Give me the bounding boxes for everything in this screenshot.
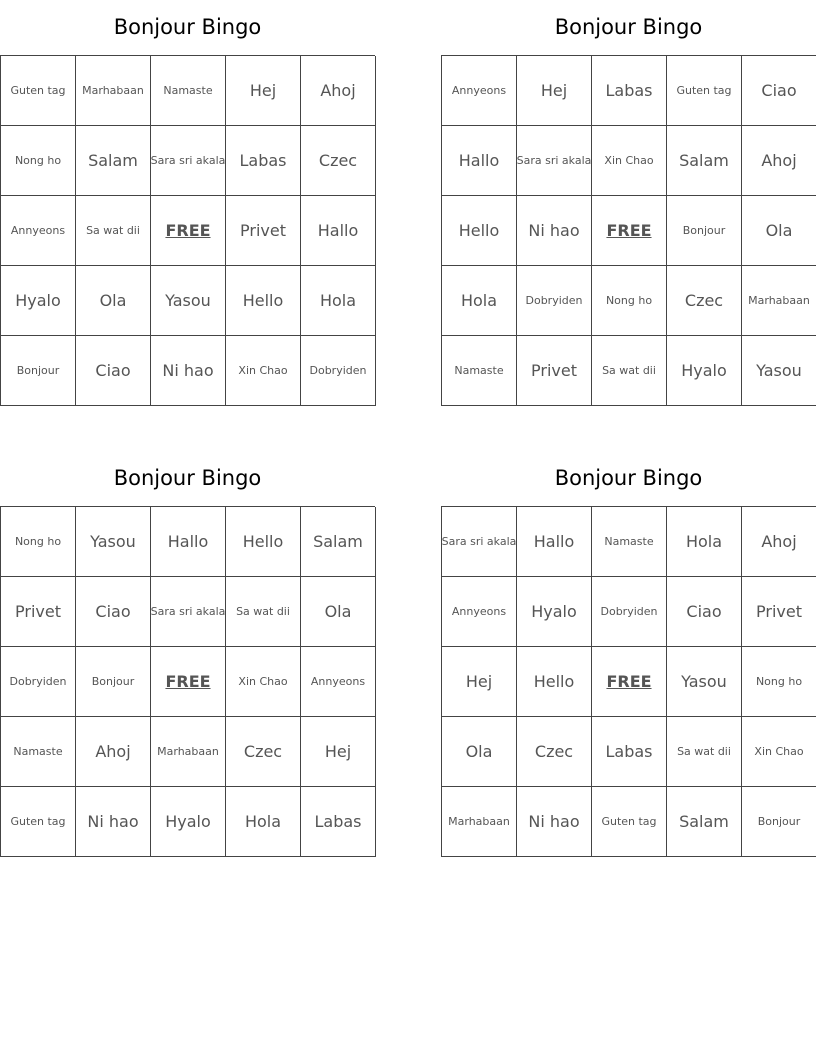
bingo-cell: Hyalo bbox=[1, 266, 76, 336]
bingo-cell: Sa wat dii bbox=[226, 577, 301, 647]
bingo-grid bbox=[441, 55, 816, 406]
bingo-cell: Nong ho bbox=[742, 647, 816, 717]
bingo-cell: Annyeons bbox=[1, 196, 76, 266]
bingo-cell: Xin Chao bbox=[742, 717, 816, 787]
bingo-cell: Dobryiden bbox=[301, 336, 376, 406]
bingo-cell: Hello bbox=[226, 507, 301, 577]
bingo-card-3 bbox=[0, 451, 375, 857]
bingo-cell: Xin Chao bbox=[226, 647, 301, 717]
bingo-cell: Salam bbox=[667, 126, 742, 196]
bingo-cell: Yasou bbox=[667, 647, 742, 717]
bingo-cell: Namaste bbox=[442, 336, 517, 406]
bingo-cell: Hyalo bbox=[667, 336, 742, 406]
bingo-cell: Salam bbox=[76, 126, 151, 196]
bingo-card-1 bbox=[0, 0, 375, 406]
bingo-cell: Guten tag bbox=[592, 787, 667, 857]
bingo-cell: Hej bbox=[517, 56, 592, 126]
bingo-cell: Nong ho bbox=[1, 126, 76, 196]
bingo-cell: Hola bbox=[667, 507, 742, 577]
bingo-cell: Annyeons bbox=[442, 56, 517, 126]
bingo-cell: Guten tag bbox=[667, 56, 742, 126]
bingo-cell: Ola bbox=[76, 266, 151, 336]
bingo-cell: Sara sri akala bbox=[151, 577, 226, 647]
bingo-cell: Bonjour bbox=[742, 787, 816, 857]
bingo-cell: Hello bbox=[517, 647, 592, 717]
bingo-cell: Hello bbox=[442, 196, 517, 266]
bingo-cell: Sara sri akala bbox=[442, 507, 517, 577]
bingo-cell: Ni hao bbox=[517, 787, 592, 857]
bingo-cell: Ni hao bbox=[517, 196, 592, 266]
bingo-cell: Hola bbox=[442, 266, 517, 336]
bingo-cell: Hej bbox=[226, 56, 301, 126]
bingo-cell: Sara sri akala bbox=[517, 126, 592, 196]
free-cell: FREE bbox=[151, 647, 226, 717]
bingo-cell: Hallo bbox=[442, 126, 517, 196]
free-cell: FREE bbox=[151, 196, 226, 266]
free-cell: FREE bbox=[592, 196, 667, 266]
bingo-cell: Ahoj bbox=[301, 56, 376, 126]
bingo-cell: Hyalo bbox=[517, 577, 592, 647]
bingo-grid bbox=[0, 55, 375, 406]
bingo-cell: Yasou bbox=[151, 266, 226, 336]
bingo-cell: Yasou bbox=[742, 336, 816, 406]
bingo-cell: Ciao bbox=[742, 56, 816, 126]
bingo-cell: Hallo bbox=[151, 507, 226, 577]
bingo-cell: Sara sri akala bbox=[151, 126, 226, 196]
bingo-cell: Hej bbox=[301, 717, 376, 787]
free-cell: FREE bbox=[592, 647, 667, 717]
card-title: Bonjour Bingo bbox=[113, 15, 262, 39]
bingo-grid bbox=[441, 506, 816, 857]
card-title: Bonjour Bingo bbox=[113, 466, 262, 490]
bingo-cell: Czec bbox=[667, 266, 742, 336]
bingo-cell: Privet bbox=[742, 577, 816, 647]
bingo-cell: Ola bbox=[301, 577, 376, 647]
bingo-cell: Bonjour bbox=[667, 196, 742, 266]
bingo-cell: Hola bbox=[226, 787, 301, 857]
bingo-cell: Annyeons bbox=[442, 577, 517, 647]
bingo-cell: Ni hao bbox=[151, 336, 226, 406]
bingo-cell: Privet bbox=[517, 336, 592, 406]
bingo-cell: Labas bbox=[226, 126, 301, 196]
bingo-cell: Ciao bbox=[667, 577, 742, 647]
bingo-cell: Ahoj bbox=[742, 507, 816, 577]
bingo-cell: Ahoj bbox=[76, 717, 151, 787]
card-title: Bonjour Bingo bbox=[554, 15, 703, 39]
bingo-cell: Czec bbox=[226, 717, 301, 787]
bingo-cell: Labas bbox=[592, 717, 667, 787]
bingo-cell: Guten tag bbox=[1, 56, 76, 126]
bingo-cell: Hej bbox=[442, 647, 517, 717]
card-title: Bonjour Bingo bbox=[554, 466, 703, 490]
bingo-cell: Privet bbox=[226, 196, 301, 266]
bingo-cell: Xin Chao bbox=[592, 126, 667, 196]
bingo-cell: Marhabaan bbox=[151, 717, 226, 787]
bingo-cell: Salam bbox=[667, 787, 742, 857]
bingo-cell: Ola bbox=[442, 717, 517, 787]
bingo-cell: Ahoj bbox=[742, 126, 816, 196]
bingo-cell: Namaste bbox=[592, 507, 667, 577]
bingo-card-4 bbox=[441, 451, 816, 857]
bingo-cell: Sa wat dii bbox=[76, 196, 151, 266]
bingo-cell: Nong ho bbox=[592, 266, 667, 336]
bingo-cell: Dobryiden bbox=[517, 266, 592, 336]
bingo-cell: Czec bbox=[301, 126, 376, 196]
bingo-cell: Annyeons bbox=[301, 647, 376, 717]
bingo-cell: Hello bbox=[226, 266, 301, 336]
bingo-cell: Marhabaan bbox=[742, 266, 816, 336]
bingo-cell: Ola bbox=[742, 196, 816, 266]
bingo-cell: Xin Chao bbox=[226, 336, 301, 406]
bingo-cell: Marhabaan bbox=[442, 787, 517, 857]
bingo-cell: Salam bbox=[301, 507, 376, 577]
bingo-cell: Ciao bbox=[76, 577, 151, 647]
bingo-cell: Ciao bbox=[76, 336, 151, 406]
bingo-cell: Hyalo bbox=[151, 787, 226, 857]
bingo-cell: Dobryiden bbox=[592, 577, 667, 647]
bingo-cell: Namaste bbox=[151, 56, 226, 126]
bingo-cell: Labas bbox=[301, 787, 376, 857]
bingo-cell: Czec bbox=[517, 717, 592, 787]
bingo-grid bbox=[0, 506, 375, 857]
bingo-cell: Hallo bbox=[517, 507, 592, 577]
bingo-cell: Privet bbox=[1, 577, 76, 647]
bingo-cell: Ni hao bbox=[76, 787, 151, 857]
bingo-cell: Dobryiden bbox=[1, 647, 76, 717]
bingo-cell: Bonjour bbox=[76, 647, 151, 717]
bingo-cell: Sa wat dii bbox=[667, 717, 742, 787]
bingo-cell: Labas bbox=[592, 56, 667, 126]
bingo-cell: Bonjour bbox=[1, 336, 76, 406]
bingo-cell: Namaste bbox=[1, 717, 76, 787]
bingo-cell: Guten tag bbox=[1, 787, 76, 857]
bingo-cell: Hola bbox=[301, 266, 376, 336]
bingo-card-2 bbox=[441, 0, 816, 406]
bingo-cell: Yasou bbox=[76, 507, 151, 577]
bingo-cell: Nong ho bbox=[1, 507, 76, 577]
bingo-cell: Hallo bbox=[301, 196, 376, 266]
bingo-cell: Marhabaan bbox=[76, 56, 151, 126]
bingo-cell: Sa wat dii bbox=[592, 336, 667, 406]
